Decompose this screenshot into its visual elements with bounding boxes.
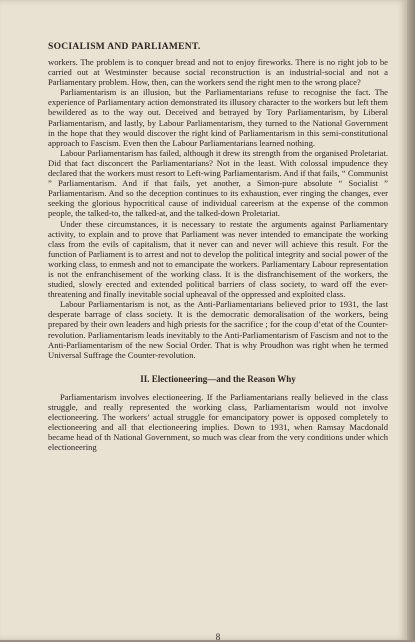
page-edge bbox=[407, 0, 415, 640]
paragraph-2: Parliamentarism is an illusion, but the Parliamentarians refuse to recognise the fact. The experience of Parliamentary action demonstrated its illusory character to the workers but left them bewildered as to the way out. Deceived and betrayed by Tory Parliamentarism, by Liberal Parliamentarism, and lastly, by Labour Parliamentarism, they turned to the National Government in the hope that they would discover the right kind of Parliamentarism in this semi-constitutional approach to Fascism. Even then the Labour Parliamentarians learned nothing. bbox=[48, 87, 388, 148]
section-spacer bbox=[48, 360, 388, 374]
running-head: SOCIALISM AND PARLIAMENT. bbox=[48, 42, 201, 52]
paragraph-1: workers. The problem is to conquer bread and not to enjoy fireworks. There is no right job to be carried out at Westminster because social reconstruction is an industrial-social and not a Parliamentary problem. How, then, can the workers send the right men to the wrong place? bbox=[48, 57, 388, 88]
section-paragraph: Parliamentarism involves electioneering. If the Parliamentarians really believed in the class struggle, and really represented the working class, Parliamentarism would not involve electioneering. The workers’ actual struggle for emancipatory power is opposed completely to electioneering and all that electioneering implies. Down to 1931, when Ramsay Macdonald became head of th National Government, so much was clear from the very conditions under which electioneering bbox=[48, 391, 388, 453]
page-number: 8 bbox=[215, 632, 221, 642]
page-content bbox=[48, 42, 388, 642]
section-heading: II. Electioneering—and the Reason Why bbox=[140, 373, 296, 384]
paragraph-3: Labour Parliamentarism has failed, although it drew its strength from the organised Proletariat. Did that fact disconcert the Parliamentarians? Not in the least. With colossal impudence they declared that the workers must resort to Left-wing Parliamentarism. And if that fails, “ Communist ” Parliamentarism. And if that fails, yet another, a Simon-pure absolute “ Socialist ” Parliamentarism. And so the deception continues to its exhaustion, ever ringing the changes, ever seeking the glorious hypocritical cause of individual careerism at the expense of the common people, the talked-to, the talked-at, and the talked-down Proletariat. bbox=[48, 147, 388, 219]
paragraph-4: Under these circumstances, it is necessary to restate the arguments against Parliamentary activity, to explain and to prove that Parliament was never intended to emancipate the working class from the evils of capitalism, that it never can and never will achieve this result. For the function of Parliament is to arrest and not to develop the political integrity and social power of the working class, to enmesh and not to emancipate the workers. Parliamentary Labour representation is not the enfranchisement of the working class. It is the disfranchisement of the workers, the studied, slowly erected and extended political barriers of class society, to ward off the ever-threatening and finally inevitable social upheaval of the oppressed and exploited class. bbox=[48, 218, 388, 300]
paragraph-5: Labour Parliamentarism is not, as the Anti-Parliamentarians believed prior to 1931, the last desperate barrage of class society. It is the democratic demoralisation of the workers, being prepared by their own leaders and high priests for the sacrifice ; for the coup d’etat of the Counter-revolution. Parliamentarism leads inevitably to the Anti-Parliamentarism of Fascism and not to the Anti-Parliamentarism of the new Social Order. That is why Proudhon was right when he termed Universal Suffrage the Counter-revolution. bbox=[48, 299, 388, 360]
